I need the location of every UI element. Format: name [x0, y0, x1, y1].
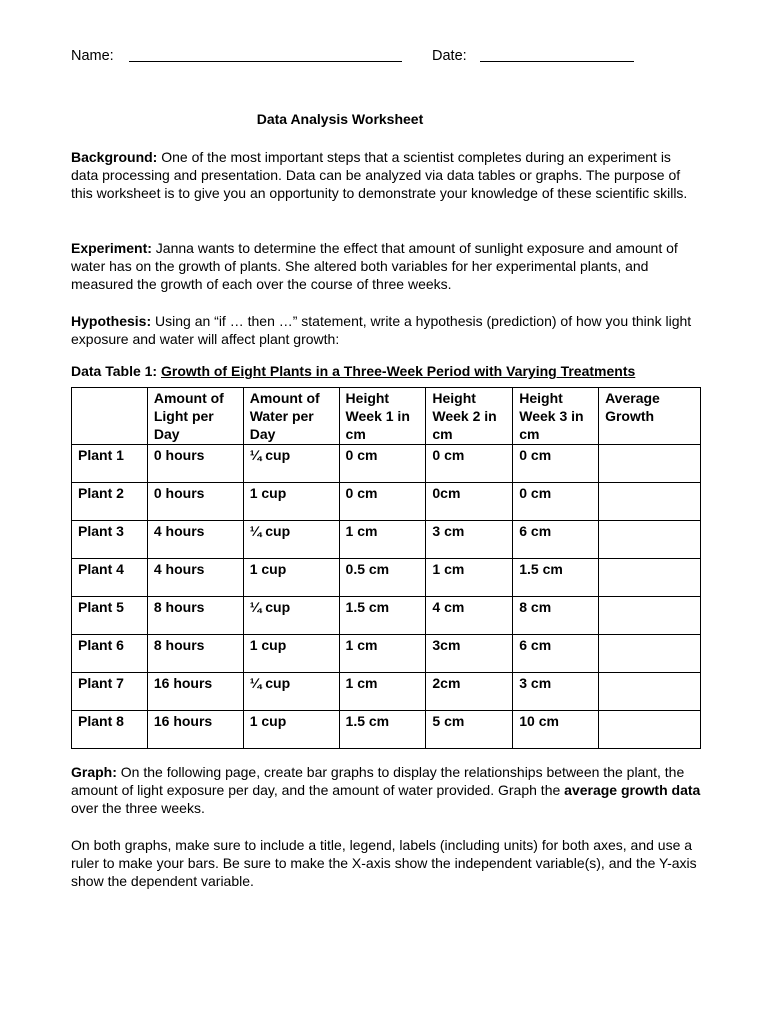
graph-bold-text: average growth data	[564, 782, 701, 798]
week3-cell: 0 cm	[513, 483, 599, 521]
graph-paragraph	[71, 763, 701, 817]
page-title-text: Data Analysis Worksheet	[256, 111, 424, 127]
header-cell-blank	[72, 388, 148, 445]
plant-cell: Plant 5	[72, 597, 148, 635]
week1-cell: 1 cm	[339, 673, 426, 711]
table-header-row	[72, 388, 701, 445]
average-growth-cell[interactable]	[599, 597, 701, 635]
water-cell: 1 cup	[243, 635, 339, 673]
plant-cell: Plant 7	[72, 673, 148, 711]
table-caption	[71, 362, 711, 380]
name-field-blank[interactable]	[129, 61, 402, 62]
water-cell: 1 cup	[243, 483, 339, 521]
date-field-blank[interactable]	[480, 61, 634, 62]
water-cell: ¼ cup	[243, 673, 339, 711]
table-row	[72, 559, 701, 597]
table-row	[72, 673, 701, 711]
header-cell-water: Amount of Water per Day	[243, 388, 339, 445]
week3-cell: 0 cm	[513, 445, 599, 483]
hypothesis-text: Using an “if … then …” statement, write a hypothesis (prediction) of how you think light exposure and water will affect plant growth:	[71, 313, 692, 347]
light-cell: 8 hours	[147, 635, 243, 673]
week3-cell: 8 cm	[513, 597, 599, 635]
week1-cell: 0 cm	[339, 445, 426, 483]
week2-cell: 3cm	[426, 635, 513, 673]
average-growth-cell[interactable]	[599, 559, 701, 597]
week2-cell: 2cm	[426, 673, 513, 711]
plant-cell: Plant 6	[72, 635, 148, 673]
hypothesis-paragraph	[71, 312, 701, 348]
header-line	[71, 47, 711, 67]
average-growth-cell[interactable]	[599, 635, 701, 673]
light-cell: 0 hours	[147, 483, 243, 521]
light-cell: 16 hours	[147, 711, 243, 749]
week1-cell: 1.5 cm	[339, 597, 426, 635]
light-cell: 0 hours	[147, 445, 243, 483]
week3-cell: 3 cm	[513, 673, 599, 711]
table-row	[72, 597, 701, 635]
week1-cell: 1 cm	[339, 635, 426, 673]
water-cell: ¼ cup	[243, 521, 339, 559]
week1-cell: 1.5 cm	[339, 711, 426, 749]
light-cell: 4 hours	[147, 559, 243, 597]
graph-instructions-paragraph: On both graphs, make sure to include a title, legend, labels (including units) for both axes, and use a ruler to make your bars. Be sure to make the X-axis show the independent variable(s), and the Y-axis show the dependent variable.	[71, 837, 697, 889]
background-text: One of the most important steps that a scientist completes during an experiment is data processing and presentation. Data can be analyzed via data tables or graphs. The purpose of this worksheet is to give you an opportunity to demonstrate your knowledge of these scientific skills.	[71, 149, 688, 201]
data-table	[71, 387, 701, 749]
table-row	[72, 483, 701, 521]
name-label: Name:	[71, 48, 114, 64]
water-cell: ¼ cup	[243, 445, 339, 483]
average-growth-cell[interactable]	[599, 483, 701, 521]
graph-label: Graph:	[71, 764, 117, 780]
table-caption-label: Data Table 1:	[71, 363, 161, 379]
header-cell-week3: Height Week 3 in cm	[513, 388, 599, 445]
experiment-text: Janna wants to determine the effect that amount of sunlight exposure and amount of water has on the growth of plants. She altered both variables for her experimental plants, and measured the growth of each over the course of three weeks.	[71, 240, 678, 292]
experiment-paragraph	[71, 239, 701, 293]
table-row	[72, 635, 701, 673]
plant-cell: Plant 4	[72, 559, 148, 597]
week2-cell: 3 cm	[426, 521, 513, 559]
water-cell: 1 cup	[243, 711, 339, 749]
week1-cell: 0.5 cm	[339, 559, 426, 597]
average-growth-cell[interactable]	[599, 521, 701, 559]
water-cell: ¼ cup	[243, 597, 339, 635]
week2-cell: 5 cm	[426, 711, 513, 749]
plant-cell: Plant 2	[72, 483, 148, 521]
plant-cell: Plant 1	[72, 445, 148, 483]
week2-cell: 4 cm	[426, 597, 513, 635]
header-cell-week2: Height Week 2 in cm	[426, 388, 513, 445]
graph-text-1: On the following page, create bar graphs to display the relationships between the plant, the amount of light exposure per day, and the amount of water provided. Graph the	[71, 764, 685, 798]
date-label: Date:	[432, 48, 467, 64]
average-growth-cell[interactable]	[599, 673, 701, 711]
table-row	[72, 445, 701, 483]
table-row	[72, 521, 701, 559]
week2-cell: 1 cm	[426, 559, 513, 597]
table-caption-title: Growth of Eight Plants in a Three-Week Period with Varying Treatments	[161, 363, 636, 379]
week3-cell: 1.5 cm	[513, 559, 599, 597]
plant-cell: Plant 3	[72, 521, 148, 559]
week3-cell: 6 cm	[513, 635, 599, 673]
week2-cell: 0cm	[426, 483, 513, 521]
hypothesis-label: Hypothesis:	[71, 313, 152, 329]
background-paragraph	[71, 148, 701, 202]
experiment-label: Experiment:	[71, 240, 152, 256]
light-cell: 4 hours	[147, 521, 243, 559]
week3-cell: 6 cm	[513, 521, 599, 559]
header-cell-average: Average Growth	[599, 388, 701, 445]
table-row	[72, 711, 701, 749]
graph-text-2: over the three weeks.	[71, 800, 205, 816]
light-cell: 16 hours	[147, 673, 243, 711]
header-cell-light: Amount of Light per Day	[147, 388, 243, 445]
page-title	[0, 110, 768, 128]
average-growth-cell[interactable]	[599, 711, 701, 749]
week2-cell: 0 cm	[426, 445, 513, 483]
week3-cell: 10 cm	[513, 711, 599, 749]
plant-cell: Plant 8	[72, 711, 148, 749]
light-cell: 8 hours	[147, 597, 243, 635]
average-growth-cell[interactable]	[599, 445, 701, 483]
week1-cell: 0 cm	[339, 483, 426, 521]
water-cell: 1 cup	[243, 559, 339, 597]
header-cell-week1: Height Week 1 in cm	[339, 388, 426, 445]
week1-cell: 1 cm	[339, 521, 426, 559]
background-label: Background:	[71, 149, 158, 165]
